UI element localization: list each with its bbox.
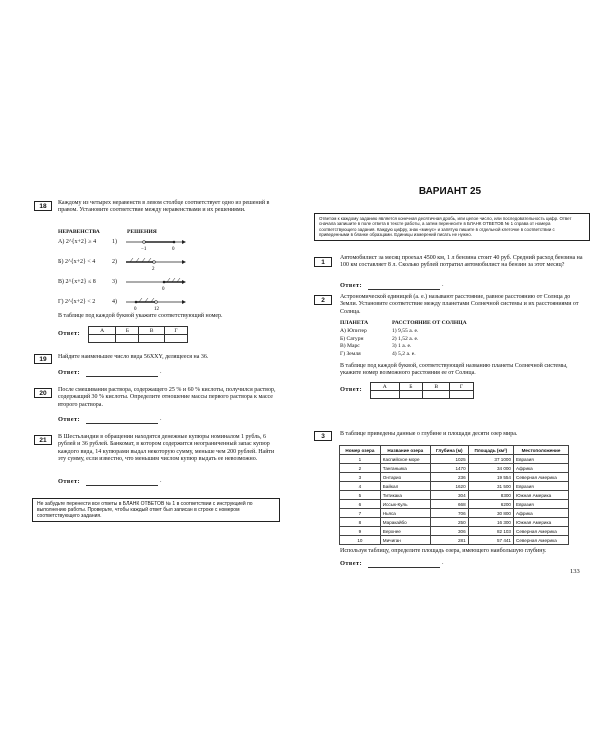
table-row: [340, 491, 569, 500]
grid-letter: Б: [116, 327, 139, 335]
answer-label-21: Ответ:: [58, 478, 81, 485]
answer-field-19[interactable]: [86, 376, 158, 377]
task-number-2: 2: [314, 295, 332, 305]
grid-cell[interactable]: [450, 391, 474, 399]
table-cell: 1620: [430, 482, 468, 491]
task-number-1: 1: [314, 257, 332, 267]
table-cell: 31 500: [468, 482, 513, 491]
distance-item: 3) 1 а. е.: [392, 343, 412, 349]
tick-label: 0: [172, 247, 175, 252]
task-19-text: Найдите наименьшее число вида 56XXY, делящееся на 36.: [58, 354, 209, 360]
planets-list: [340, 328, 367, 358]
grid-letter: Б: [399, 383, 423, 391]
table-cell: 10: [340, 536, 381, 545]
table-cell: 306: [430, 527, 468, 536]
tick-label: −1: [141, 247, 147, 252]
task-21-text: В Шестьландии в обращении находятся денежные купюры номиналом 1 рубль, 6 рублей и 36 рублей. Банкомат, в котором содержится неограниченный запас купюр каждого вида, 14 купюрами выдал некоторую сумму, меньше чем 200 рублей. Найти эту сумму, если известно, что меньшим числом купюр выдать ее невозможно.: [58, 434, 275, 462]
grid-cell[interactable]: [399, 391, 423, 399]
column-header: Номер озера: [340, 446, 381, 455]
table-cell: 6200: [468, 500, 513, 509]
answer-grid-18[interactable]: [88, 326, 188, 343]
distance-item: 1) 9,55 а. е.: [392, 328, 419, 334]
table-cell: Каспийское море: [380, 455, 430, 464]
table-cell: Африка: [514, 464, 569, 473]
inequality-b: Б) 2^{x+2} < 4: [58, 259, 96, 265]
table-cell: 8: [340, 518, 381, 527]
table-cell: Южная Америка: [514, 491, 569, 500]
grid-cell[interactable]: [116, 335, 139, 343]
answer-field-3[interactable]: [368, 567, 440, 568]
task-3-question: Используя таблицу, определите площадь озера, имеющего наибольшую глубину.: [340, 548, 547, 554]
task-18-text: Каждому из четырех неравенств в левом столбце соответствует одно из решений в правом. Установите соответствие между неравенствами и их решениями.: [58, 200, 270, 214]
answer-field-1[interactable]: [368, 289, 440, 290]
task-number-18: 18: [34, 201, 52, 211]
table-cell: Танганьика: [380, 464, 430, 473]
tick-label: 0: [134, 307, 137, 312]
solutions-header: РЕШЕНИЯ: [127, 229, 157, 235]
number-line-1: [124, 234, 186, 252]
task-2-text: Астрономической единицей (а. е.) называют расстояние, равное расстоянию от Солнца до Земли. Установите соответствие между планетами Солнечной системы и их расстояниями от Солнца.: [340, 294, 579, 315]
grid-cell[interactable]: [164, 335, 187, 343]
solution-1-num: 1): [112, 239, 117, 245]
page-number: 133: [570, 568, 580, 575]
answer-dot: .: [160, 478, 162, 484]
table-cell: 16 300: [468, 518, 513, 527]
task-1-text: Автомобилист за месяц проехал 4500 км, 1 л бензина стоит 40 руб. Средний расход бензина на 100 км составляет 8 л. Сколько рублей потратил автомобилист на бензин за этот месяц?: [340, 255, 583, 269]
table-cell: 4: [340, 482, 381, 491]
tick-label: 0: [162, 287, 165, 292]
grid-cell[interactable]: [139, 335, 165, 343]
inequality-a: А) 2^{x+2} ≥ 4: [58, 239, 97, 245]
tick-label: 12: [154, 307, 159, 312]
planet-item: В) Марс: [340, 343, 360, 349]
column-header: Название озера: [380, 446, 430, 455]
table-cell: 706: [430, 509, 468, 518]
tick-label: 2: [152, 267, 155, 272]
table-cell: Южная Америка: [514, 518, 569, 527]
inequalities-header: НЕРАВЕНСТВА: [58, 229, 100, 235]
table-row: [340, 500, 569, 509]
transfer-answers-note: Не забудьте перенести все ответы в БЛАНК ОТВЕТОВ № 1 в соответствии с инструкцией по выполнению работы. Проверьте, чтобы каждый ответ был записан в строке с номером соответствующего задания.: [32, 498, 280, 522]
grid-letter: Г: [450, 383, 474, 391]
answer-label-3: Ответ:: [340, 560, 363, 567]
table-cell: 304: [430, 491, 468, 500]
table-cell: 8300: [468, 491, 513, 500]
solution-2-num: 2): [112, 259, 117, 265]
grid-cell[interactable]: [371, 391, 400, 399]
answer-field-21[interactable]: [86, 485, 158, 486]
table-cell: Евразия: [514, 455, 569, 464]
table-cell: Мичиган: [380, 536, 430, 545]
solution-3-num: 3): [112, 279, 117, 285]
planet-item: Б) Сатурн: [340, 335, 364, 342]
table-cell: Маракайбо: [380, 518, 430, 527]
table-cell: Северная Америка: [514, 473, 569, 482]
table-cell: 37 1000: [468, 455, 513, 464]
answer-grid-2[interactable]: [370, 382, 474, 399]
answer-label-20: Ответ:: [58, 416, 81, 423]
number-line-2: [124, 254, 186, 272]
planets-header: ПЛАНЕТА: [340, 320, 369, 326]
table-row: [340, 518, 569, 527]
table-cell: 57 441: [468, 536, 513, 545]
table-cell: 5: [340, 491, 381, 500]
table-cell: Евразия: [514, 500, 569, 509]
answer-dot: .: [442, 282, 444, 288]
answer-label-2: Ответ:: [340, 386, 363, 393]
table-row: [340, 473, 569, 482]
table-cell: Иссык-Куль: [380, 500, 430, 509]
number-line-4: [124, 294, 186, 312]
task-3-text: В таблице приведены данные о глубине и площади десяти озер мира.: [340, 431, 518, 437]
table-cell: 2: [340, 464, 381, 473]
table-row: [340, 509, 569, 518]
variant-title: ВАРИАНТ 25: [418, 186, 482, 197]
planet-item: Г) Земля: [340, 350, 361, 357]
solution-4-num: 4): [112, 299, 117, 305]
task-2-instruction: В таблице под каждой буквой, соответствующей названию планеты Солнечной системы, укажите номер возможного расстояния ее от Солнца.: [340, 363, 568, 377]
table-row: [340, 482, 569, 491]
table-header-row: [340, 446, 569, 455]
lakes-table: [339, 445, 569, 545]
answer-label-1: Ответ:: [340, 282, 363, 289]
table-cell: Северная Америка: [514, 527, 569, 536]
grid-cell[interactable]: [423, 391, 450, 399]
table-cell: 1025: [430, 455, 468, 464]
task-18-instruction: В таблице под каждой буквой укажите соответствующий номер.: [58, 313, 223, 319]
table-cell: Ньяса: [380, 509, 430, 518]
inequality-d: Г) 2^{x+2} < 2: [58, 299, 96, 305]
table-cell: Титикака: [380, 491, 430, 500]
table-cell: Верхнее: [380, 527, 430, 536]
task-20-text: После смешивания раствора, содержащего 25 % и 60 % кислоты, получился раствор, содержащий 30 % кислоты. Определите отношение массы первого раствора к массе второго раствора.: [58, 387, 276, 408]
grid-letter: Г: [164, 327, 187, 335]
table-cell: Евразия: [514, 482, 569, 491]
table-cell: 6: [340, 500, 381, 509]
answer-dot: .: [442, 560, 444, 566]
number-line-3: [124, 274, 186, 292]
table-cell: 3: [340, 473, 381, 482]
table-row: [340, 536, 569, 545]
table-cell: 668: [430, 500, 468, 509]
table-row: [340, 455, 569, 464]
right-page: [300, 0, 600, 750]
table-cell: Байкал: [380, 482, 430, 491]
column-header: Площадь (км²): [468, 446, 513, 455]
instruction-box: Ответом к каждому заданию является конечная десятичная дробь, или целое число, или последовательность цифр. Ответ сначала запишите в поле ответа в тексте работы, а затем перенесите в БЛАНК ОТВЕТОВ № 1 справа от номера соответствующего задания. Каждую цифру, знак «минус» и запятую пишите в отдельной клеточке в соответствии с приведенными в бланке образцами. Единицы измерений писать не нужно.: [314, 213, 590, 241]
inequality-c: В) 2^{x+2} ≤ 8: [58, 279, 96, 285]
task-number-3: 3: [314, 431, 332, 441]
table-cell: 9: [340, 527, 381, 536]
column-header: Местоположение: [514, 446, 569, 455]
table-cell: 1470: [430, 464, 468, 473]
table-cell: 236: [430, 473, 468, 482]
table-cell: Северная Америка: [514, 536, 569, 545]
answer-dot: .: [160, 369, 162, 375]
grid-letter: А: [89, 327, 116, 335]
task-number-21: 21: [34, 435, 52, 445]
grid-cell[interactable]: [89, 335, 116, 343]
answer-label-18: Ответ:: [58, 330, 81, 337]
table-cell: 30 800: [468, 509, 513, 518]
answer-label-19: Ответ:: [58, 369, 81, 376]
table-cell: 82 103: [468, 527, 513, 536]
table-cell: 250: [430, 518, 468, 527]
distances-list: [392, 328, 418, 358]
distance-item: 4) 5,2 а. е.: [392, 350, 416, 357]
table-cell: 19 554: [468, 473, 513, 482]
table-cell: 1: [340, 455, 381, 464]
distances-header: РАССТОЯНИЕ ОТ СОЛНЦА: [392, 320, 467, 326]
table-row: [340, 527, 569, 536]
table-cell: Онтарио: [380, 473, 430, 482]
table-cell: Африка: [514, 509, 569, 518]
table-row: [340, 464, 569, 473]
planet-item: А) Юпитер: [340, 328, 367, 334]
grid-letter: В: [423, 383, 450, 391]
task-number-20: 20: [34, 388, 52, 398]
answer-field-20[interactable]: [86, 423, 158, 424]
answer-dot: .: [160, 416, 162, 422]
task-number-19: 19: [34, 354, 52, 364]
distance-item: 2) 1,52 а. е.: [392, 335, 419, 342]
table-cell: 34 000: [468, 464, 513, 473]
column-header: Глубина (м): [430, 446, 468, 455]
grid-letter: А: [371, 383, 400, 391]
table-cell: 7: [340, 509, 381, 518]
grid-letter: В: [139, 327, 165, 335]
table-cell: 281: [430, 536, 468, 545]
